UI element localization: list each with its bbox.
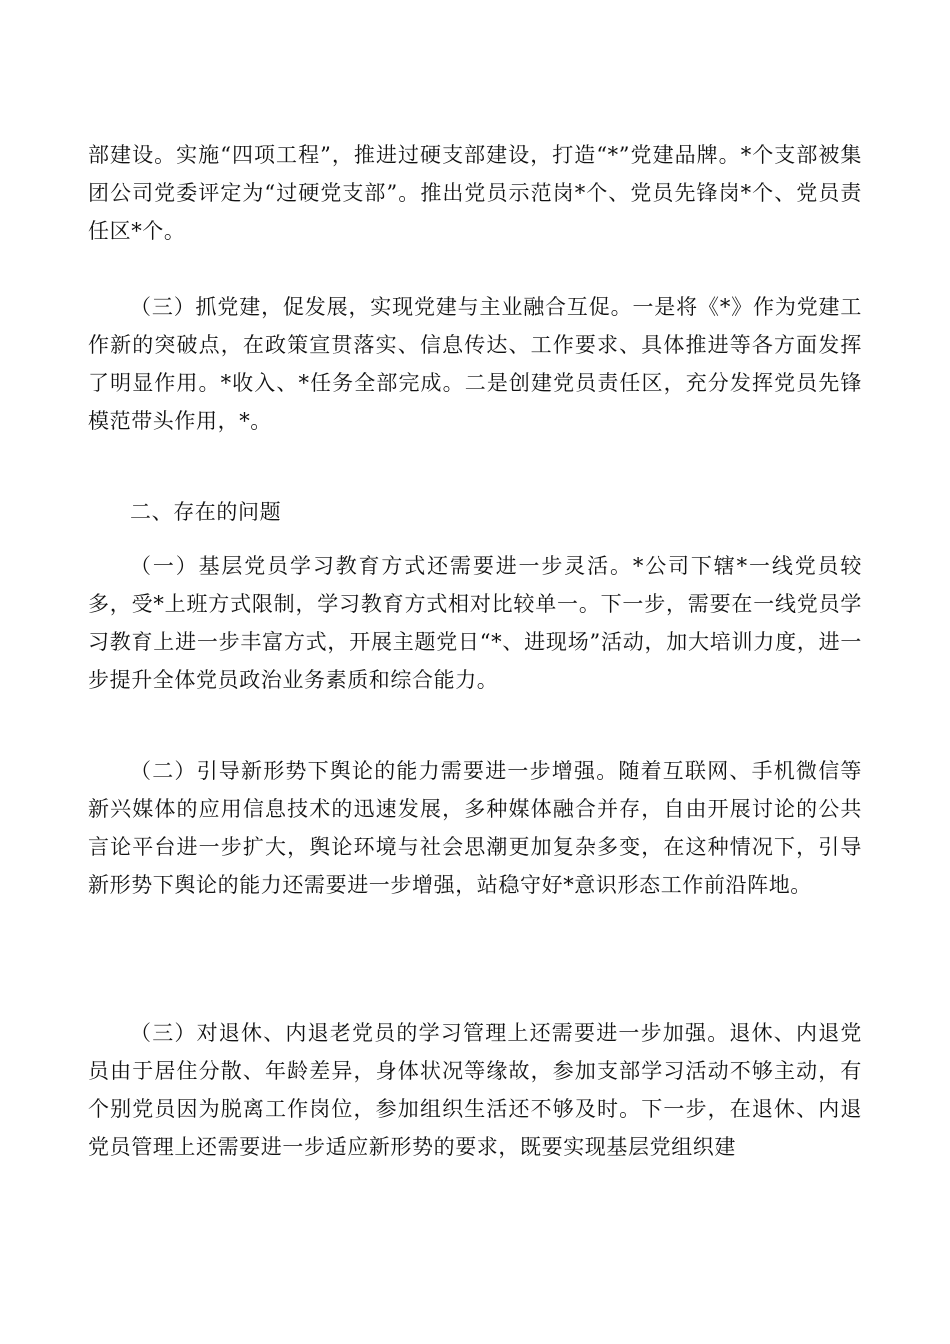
paragraph-branch-building: 部建设。实施“四项工程”，推进过硬支部建设，打造“*”党建品牌。*个支部被集团公司党委评定为“过硬党支部”。推出党员示范岗*个、党员先锋岗*个、党员责任区*个。 bbox=[88, 143, 862, 243]
paragraph-problem-two: （二）引导新形势下舆论的能力需要进一步增强。随着互联网、手机微信等新兴媒体的应用信息技术的迅速发展，多种媒体融合并存，自由开展讨论的公共言论平台进一步扩大，舆论环境与社会思潮更加复杂多变，在这种情况下，引导新形势下舆论的能力还需要进一步增强，站稳守好*意识形态工作前沿阵地。 bbox=[88, 759, 862, 897]
section-heading-problems: 二、存在的问题 bbox=[130, 500, 282, 524]
paragraph-problem-three: （三）对退休、内退老党员的学习管理上还需要进一步加强。退休、内退党员由于居住分散、年龄差异，身体状况等缘故，参加支部学习活动不够主动，有个别党员因为脱离工作岗位，参加组织生活还不够及时。下一步，在退休、内退党员管理上还需要进一步适应新形势的要求，既要实现基层党组织建 bbox=[88, 1021, 862, 1159]
paragraph-problem-one: （一）基层党员学习教育方式还需要进一步灵活。*公司下辖*一线党员较多，受*上班方式限制，学习教育方式相对比较单一。下一步，需要在一线党员学习教育上进一步丰富方式，开展主题党日“*、进现场”活动，加大培训力度，进一步提升全体党员政治业务素质和综合能力。 bbox=[88, 554, 862, 692]
paragraph-party-integration: （三）抓党建，促发展，实现党建与主业融合互促。一是将《*》作为党建工作新的突破点，在政策宣贯落实、信息传达、工作要求、具体推进等各方面发挥了明显作用。*收入、*任务全部完成。二是创建党员责任区，充分发挥党员先锋模范带头作用，*。 bbox=[88, 295, 862, 433]
